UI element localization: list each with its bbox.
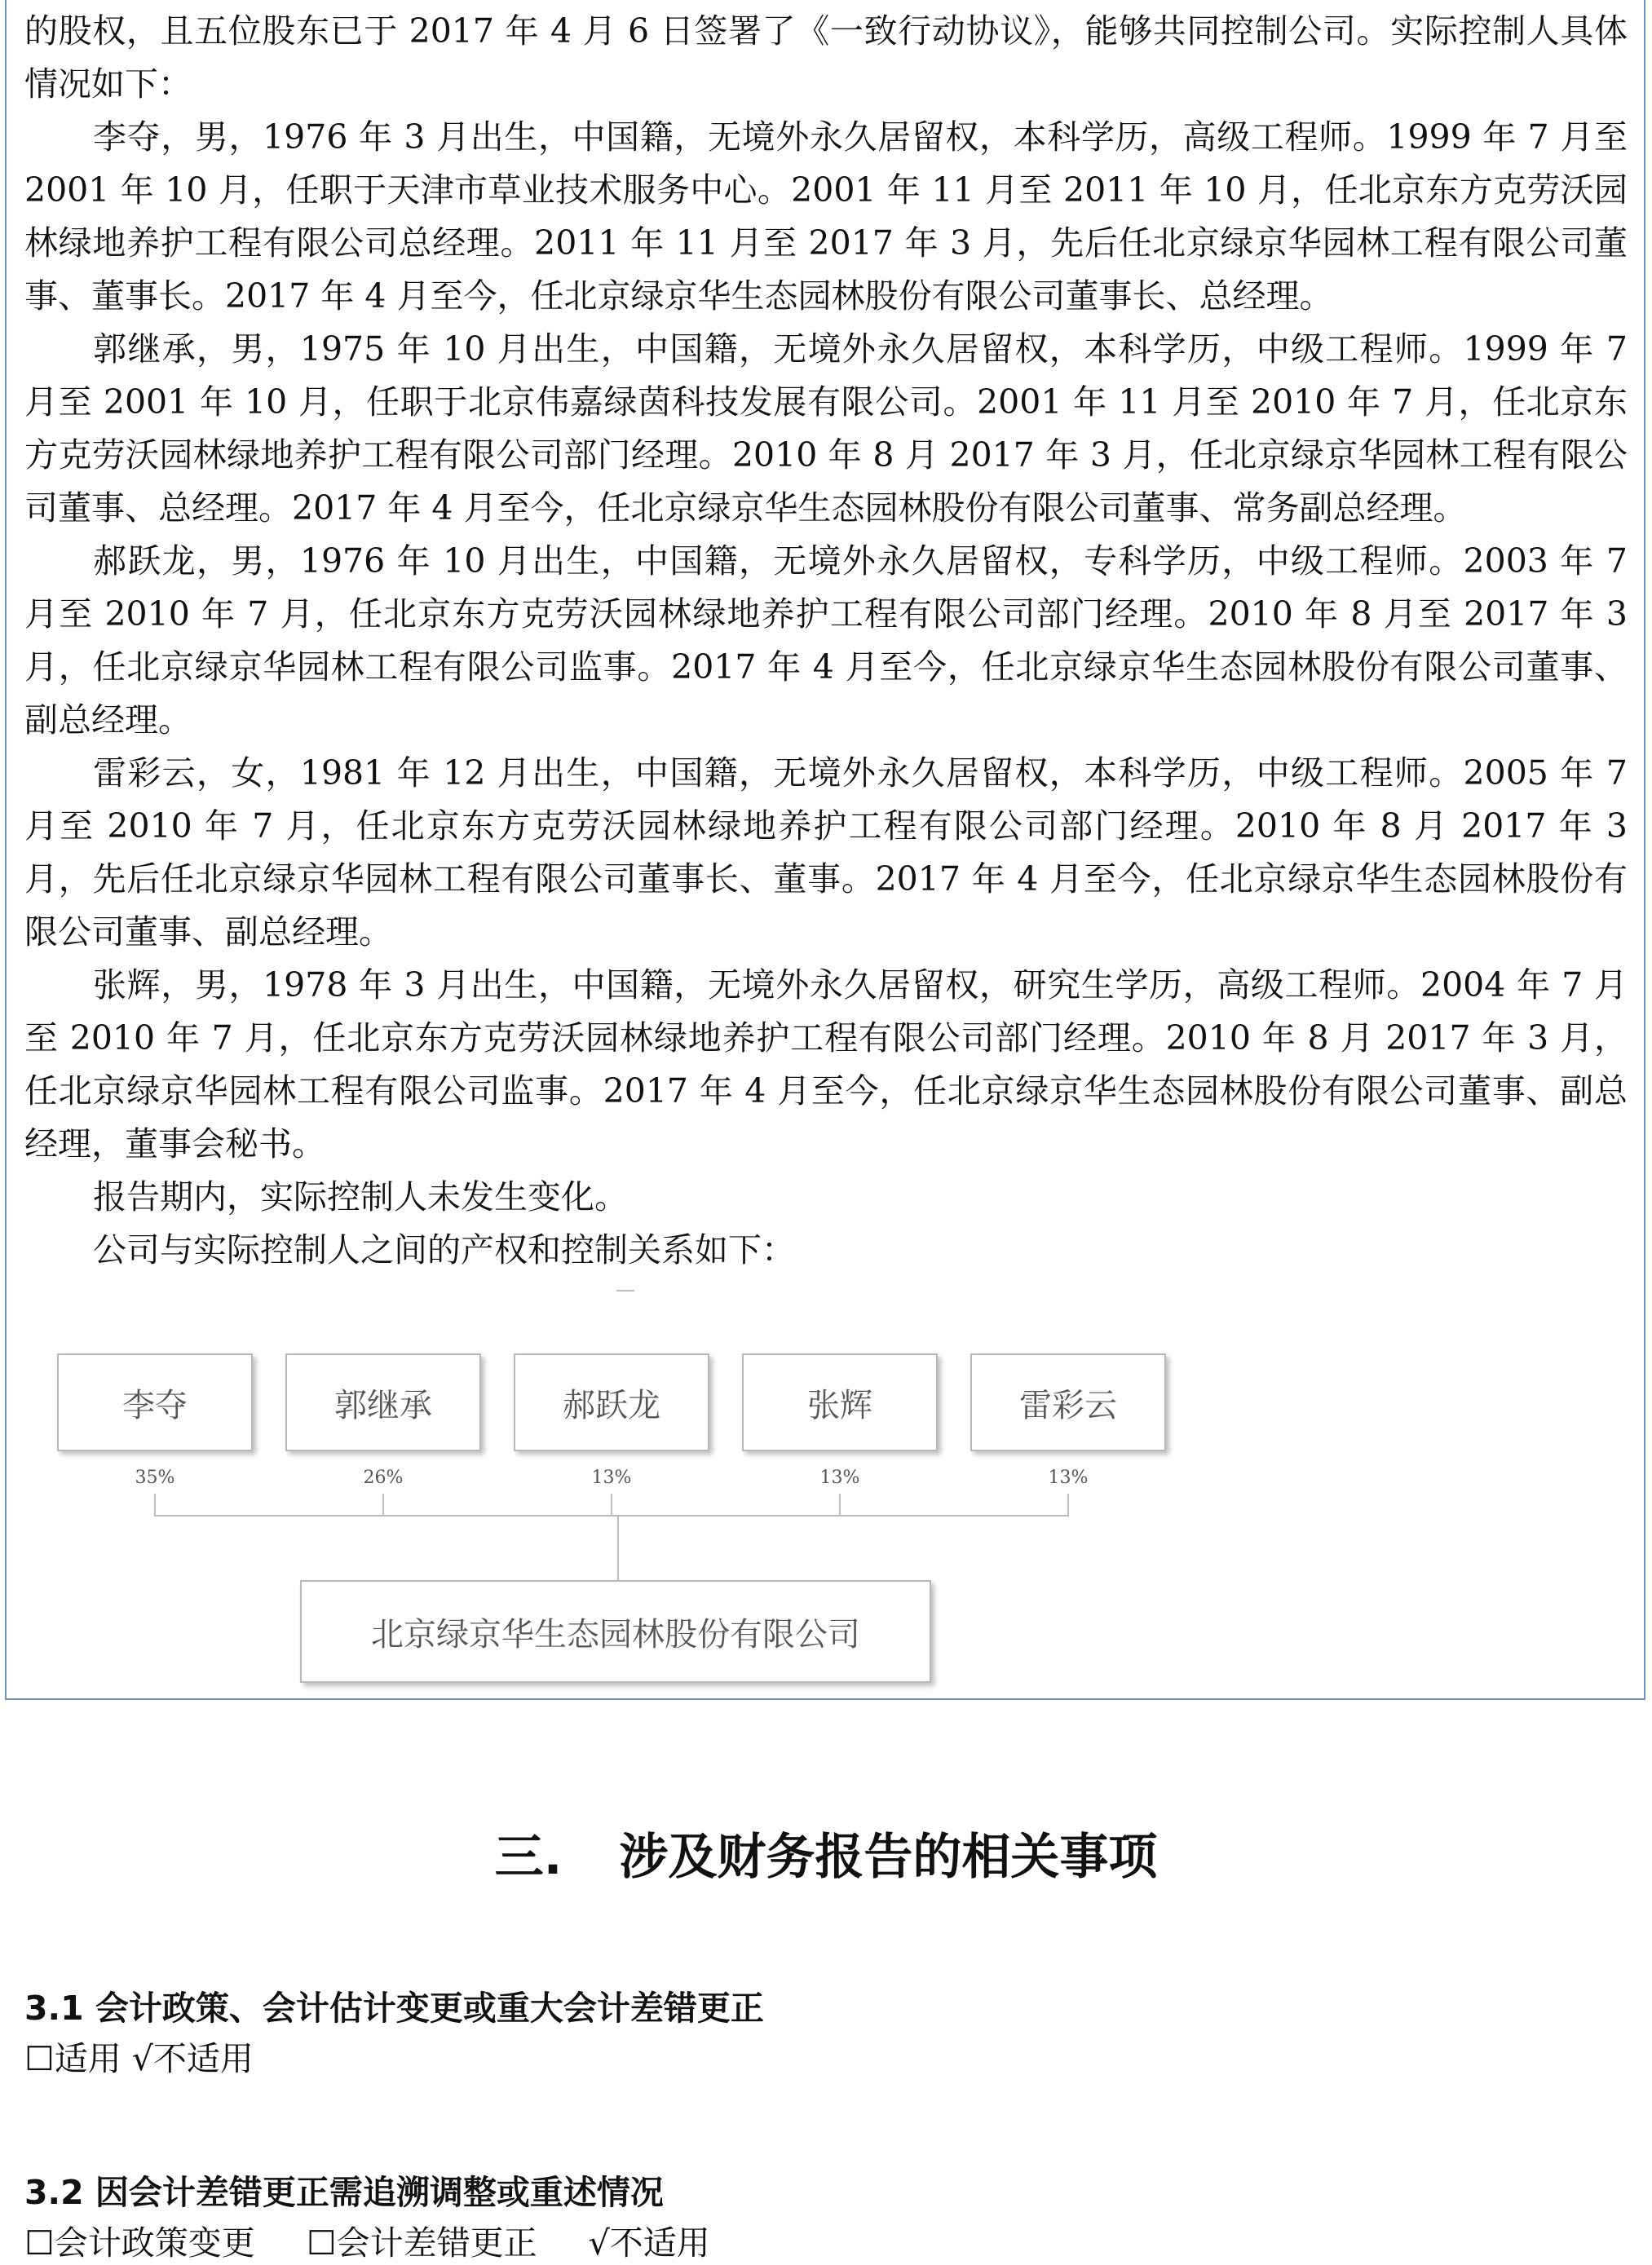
paragraph-no-change: 报告期内，实际控制人未发生变化。 <box>93 1177 628 1216</box>
share-label-lei-caiyun: 13% <box>1048 1468 1089 1488</box>
option-not-applicable: √不适用 <box>588 2223 710 2263</box>
paragraph-li-duo: 李夺，男，1976 年 3 月出生，中国籍，无境外永久居留权，本科学历，高级工程师。1999 年 7 月至 2001 年 10 月，任职于天津市草业技术服务中心。2001 年 11 月至 2011 年 10 月，任北京东方克劳沃园林绿地养护工程有限公司总经理。2011 年 11 月至 2017 年 3 月，先后任北京绿京华园林工程有限公司董事、董事长。2017 年 4 月至今，任北京绿京华生态园林股份有限公司董事长、总经理。 <box>24 117 1628 316</box>
connector-line <box>611 1494 612 1517</box>
shareholder-box-lei-caiyun <box>970 1353 1166 1451</box>
subsection-3-2-options <box>24 2216 751 2264</box>
shareholder-box-zhang-hui <box>742 1353 938 1451</box>
subsection-3-2-title: 3.2 因会计差错更正需追溯调整或重述情况 <box>24 2173 664 2212</box>
shareholder-box-hao-yuelong <box>514 1353 709 1451</box>
section-number: 三. <box>494 1829 563 1886</box>
connector-line <box>839 1494 841 1517</box>
shareholder-name: 雷彩云 <box>1019 1386 1117 1424</box>
paragraph-lei-caiyun: 雷彩云，女，1981 年 12 月出生，中国籍，无境外永久居留权，本科学历，中级工程师。2005 年 7 月至 2010 年 7 月，任北京东方克劳沃园林绿地养护工程有限公司部门经理。2010 年 8 月 2017 年 3 月，先后任北京绿京华园林工程有限公司董事长、董事。2017 年 4 月至今，任北京绿京华生态园林股份有限公司董事、副总经理。 <box>24 753 1628 951</box>
connector-line <box>154 1494 156 1517</box>
connector-line <box>617 1515 619 1580</box>
company-name: 北京绿京华生态园林股份有限公司 <box>371 1615 860 1653</box>
paragraph-intro: 的股权，且五位股东已于 2017 年 4 月 6 日签署了《一致行动协议》，能够共同控制公司。实际控制人具体情况如下： <box>24 11 1628 104</box>
option-policy-change: ☐会计政策变更 <box>24 2223 255 2263</box>
connector-line <box>154 1515 1069 1517</box>
paragraph-hao-yuelong: 郝跃龙，男，1976 年 10 月出生，中国籍，无境外永久居留权，专科学历，中级工程师。2003 年 7 月至 2010 年 7 月，任北京东方克劳沃园林绿地养护工程有限公司部门经理。2010 年 8 月至 2017 年 3 月，任北京绿京华园林工程有限公司监事。2017 年 4 月至今，任北京绿京华生态园林股份有限公司董事、副总经理。 <box>24 541 1628 740</box>
shareholder-name: 张辉 <box>807 1386 872 1424</box>
shareholder-name: 郝跃龙 <box>563 1386 660 1424</box>
share-label-hao-yuelong: 13% <box>591 1468 632 1488</box>
subsection-3-1-options <box>24 2032 254 2080</box>
paragraph-zhang-hui: 张辉，男，1978 年 3 月出生，中国籍，无境外永久居留权，研究生学历，高级工程师。2004 年 7 月至 2010 年 7 月，任北京东方克劳沃园林绿地养护工程有限公司部门经理。2010 年 8 月 2017 年 3 月，任北京绿京华园林工程有限公司监事。2017 年 4 月至今，任北京绿京华生态园林股份有限公司董事、副总经理，董事会秘书。 <box>24 965 1628 1163</box>
option-3-1: ☐适用 √不适用 <box>24 2039 254 2078</box>
company-box <box>300 1580 931 1683</box>
subsection-3-1-title: 3.1 会计政策、会计估计变更或重大会计差错更正 <box>24 1989 764 2028</box>
shareholder-name: 李夺 <box>122 1386 188 1424</box>
ownership-chart <box>41 1272 1117 1696</box>
shareholder-name: 郭继承 <box>334 1386 432 1424</box>
option-error-correction: ☐会计差错更正 <box>306 2223 537 2263</box>
connector-line <box>382 1494 384 1517</box>
section-heading <box>0 1818 1652 1888</box>
body-text <box>24 5 1628 1277</box>
section-title: 涉及财务报告的相关事项 <box>619 1829 1158 1886</box>
shareholder-box-guo-jicheng <box>285 1353 481 1451</box>
paragraph-control-relation: 公司与实际控制人之间的产权和控制关系如下： <box>93 1230 795 1269</box>
chart-tick-mark <box>616 1290 634 1291</box>
shareholder-box-li-duo <box>57 1353 253 1451</box>
connector-line <box>1067 1494 1069 1517</box>
share-label-li-duo: 35% <box>135 1468 175 1488</box>
share-label-zhang-hui: 13% <box>819 1468 860 1488</box>
paragraph-guo-jicheng: 郭继承，男，1975 年 10 月出生，中国籍，无境外永久居留权，本科学历，中级工程师。1999 年 7 月至 2001 年 10 月，任职于北京伟嘉绿茵科技发展有限公司。2001 年 11 月至 2010 年 7 月，任北京东方克劳沃园林绿地养护工程有限公司部门经理。2010 年 8 月 2017 年 3 月，任北京绿京华园林工程有限公司董事、总经理。2017 年 4 月至今，任北京绿京华生态园林股份有限公司董事、常务副总经理。 <box>24 329 1628 528</box>
share-label-guo-jicheng: 26% <box>363 1468 404 1488</box>
